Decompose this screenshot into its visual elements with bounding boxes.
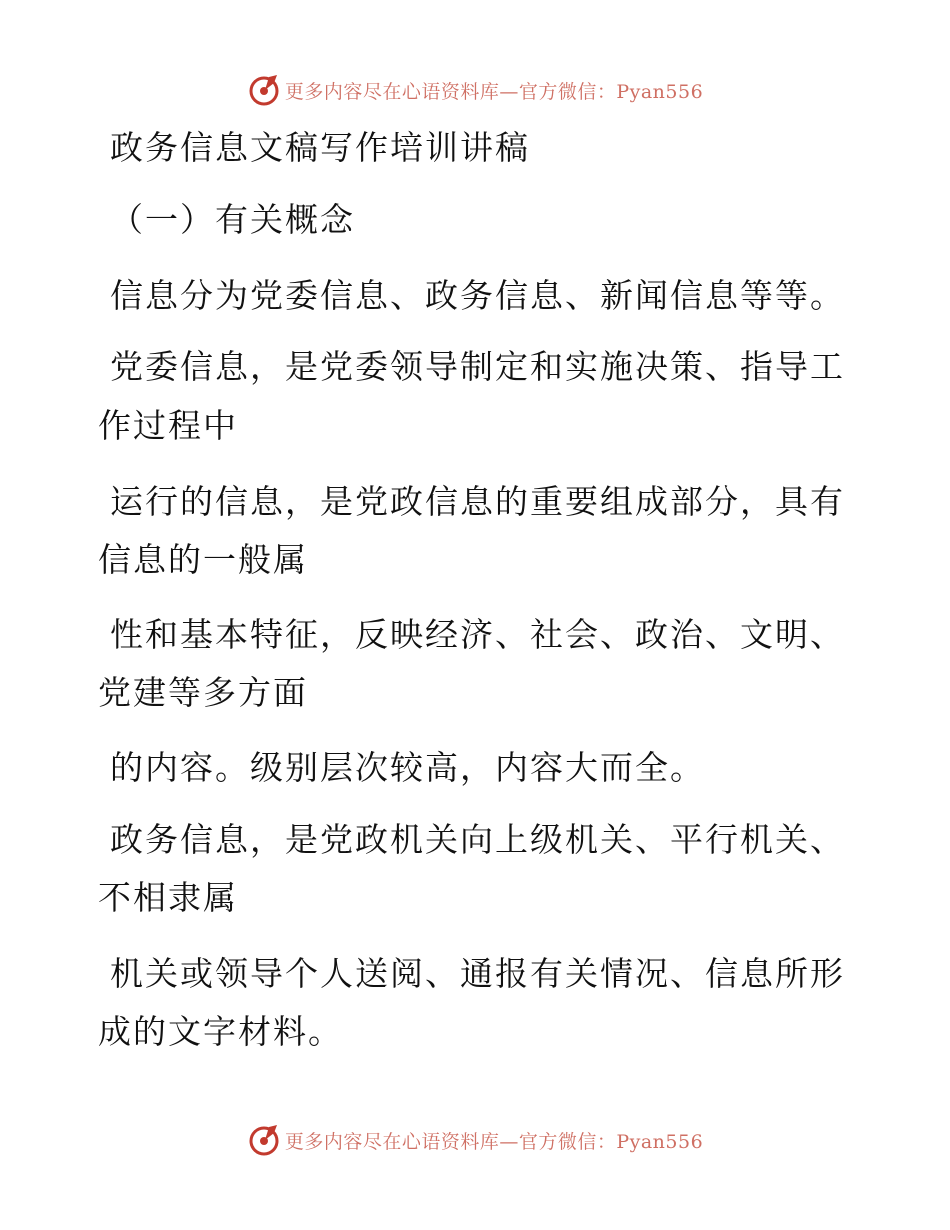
paragraph-line: 党建等多方面	[98, 673, 308, 712]
pen-logo-icon	[247, 73, 281, 107]
paragraph-line: 机关或领导个人送阅、通报有关情况、信息所形	[110, 954, 845, 993]
paragraph-line: 政务信息，是党政机关向上级机关、平行机关、	[110, 820, 845, 859]
footer-banner	[0, 1120, 950, 1160]
paragraph-line: 不相隶属	[98, 878, 238, 917]
paragraph-line: 党委信息，是党委领导制定和实施决策、指导工	[110, 347, 845, 386]
document-title: 政务信息文稿写作培训讲稿	[110, 128, 530, 167]
paragraph-line: 运行的信息，是党政信息的重要组成部分，具有	[110, 482, 845, 521]
paragraph-line: 的内容。级别层次较高，内容大而全。	[110, 748, 705, 787]
paragraph-line: 作过程中	[98, 406, 238, 445]
paragraph-line: 信息分为党委信息、政务信息、新闻信息等等。	[110, 276, 845, 315]
paragraph-line: 成的文字材料。	[98, 1012, 343, 1051]
paragraph-line: （一）有关概念	[110, 200, 355, 239]
banner-text: 更多内容尽在心语资料库—官方微信：Pyan556	[284, 80, 704, 103]
paragraph-line: 信息的一般属	[98, 540, 308, 579]
banner-text: 更多内容尽在心语资料库—官方微信：Pyan556	[284, 1130, 704, 1153]
pen-logo-icon	[247, 1123, 281, 1157]
header-banner	[0, 70, 950, 110]
paragraph-line: 性和基本特征，反映经济、社会、政治、文明、	[110, 615, 845, 654]
